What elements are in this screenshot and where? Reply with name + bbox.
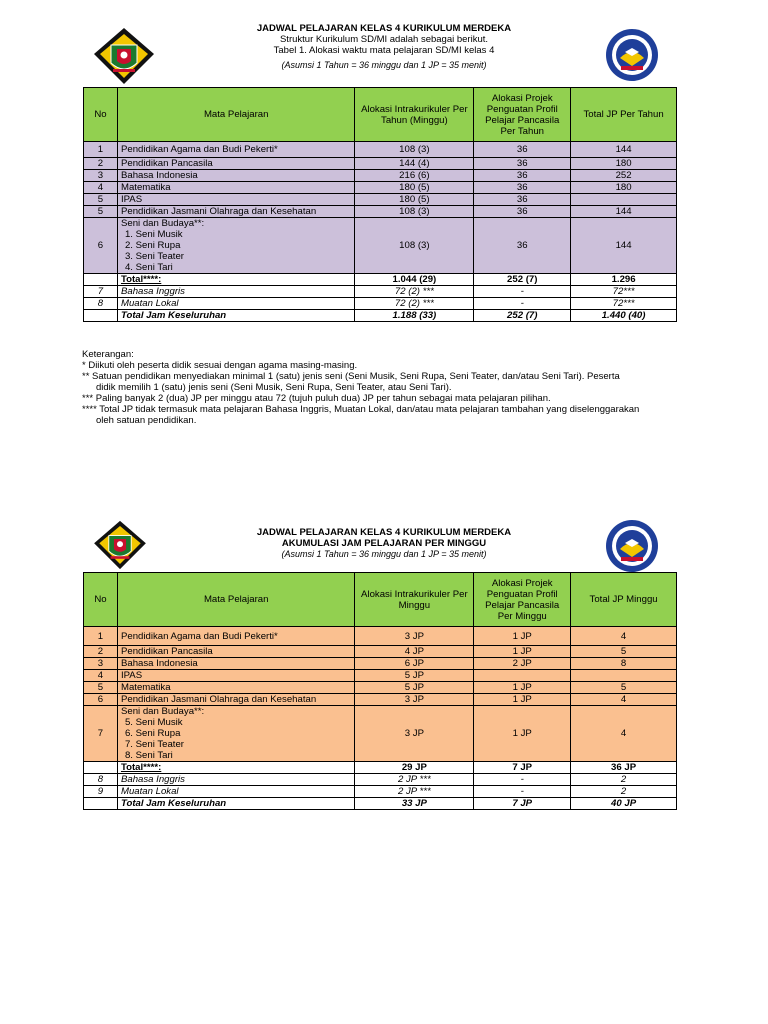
table-row	[84, 694, 677, 706]
table-header-row	[84, 573, 677, 627]
cell-subject: Total****:	[117, 762, 355, 774]
cell-total	[571, 670, 677, 682]
cell-intra: 3 JP	[355, 694, 474, 706]
cell-intra: 5 JP	[355, 670, 474, 682]
subtitle-1: Struktur Kurikulum SD/MI adalah sebagai berikut.	[279, 34, 489, 45]
cell-total: 72***	[571, 286, 677, 298]
cell-projek: -	[474, 298, 571, 310]
cell-subject: Pendidikan Jasmani Olahraga dan Kesehatan	[117, 694, 355, 706]
cell-projek: 2 JP	[474, 658, 571, 670]
school-emblem-logo	[605, 28, 659, 82]
cell-intra: 3 JP	[355, 706, 474, 762]
cell-no: 9	[84, 786, 118, 798]
cell-subject: IPAS	[117, 670, 355, 682]
arts-list	[121, 717, 352, 761]
subtitle-2: AKUMULASI JAM PELAJARAN PER MINGGU	[281, 538, 487, 549]
arts-item	[125, 739, 352, 750]
cell-subject: Total Jam Keseluruhan	[117, 798, 355, 810]
arts-label: Seni dan Budaya**:	[120, 218, 205, 229]
cell-no	[84, 310, 118, 322]
cell-total: 72***	[571, 298, 677, 310]
cell-total: 2	[571, 786, 677, 798]
arts-item-number: 1.	[124, 229, 133, 240]
cell-intra: 2 JP ***	[355, 774, 474, 786]
cell-projek: 1 JP	[474, 682, 571, 694]
cell-projek: 36	[474, 182, 571, 194]
table-row-optional	[84, 786, 677, 798]
cell-no: 4	[84, 182, 118, 194]
cell-total: 1.296	[571, 274, 677, 286]
assumption-2: (Asumsi 1 Tahun = 36 minggu dan 1 JP = 35 menit)	[281, 549, 487, 559]
table-row	[84, 158, 677, 170]
table-row-grand-total	[84, 798, 677, 810]
cell-subject: Bahasa Inggris	[117, 286, 355, 298]
cell-subject: Pendidikan Pancasila	[117, 646, 355, 658]
cell-no: 1	[84, 142, 118, 158]
cell-subject: Bahasa Indonesia	[117, 658, 355, 670]
cell-intra: 3 JP	[355, 627, 474, 646]
cell-total	[571, 194, 677, 206]
cell-subject: Matematika	[117, 182, 355, 194]
cell-subject	[117, 218, 355, 274]
cell-intra: 33 JP	[355, 798, 474, 810]
cell-no: 7	[84, 706, 118, 762]
arts-item-label: Seni Rupa	[135, 728, 181, 739]
arts-item-number: 6.	[124, 728, 133, 739]
cell-total: 40 JP	[571, 798, 677, 810]
cell-total: 1.440 (40)	[571, 310, 677, 322]
header-subject: Mata Pelajaran	[117, 573, 355, 627]
table-annual-allocation	[83, 87, 677, 322]
table-row-total	[84, 762, 677, 774]
cell-projek: -	[474, 786, 571, 798]
cell-projek: 36	[474, 194, 571, 206]
header-intra: Alokasi Intrakurikuler Per Tahun (Minggu)	[355, 88, 474, 142]
cell-intra: 108 (3)	[355, 142, 474, 158]
cell-subject: Pendidikan Jasmani Olahraga dan Kesehatan	[117, 206, 355, 218]
cell-intra: 1.188 (33)	[355, 310, 474, 322]
cell-intra: 72 (2) ***	[355, 286, 474, 298]
cell-projek: 7 JP	[474, 762, 571, 774]
cell-subject: Muatan Lokal	[117, 298, 355, 310]
cell-intra: 108 (3)	[355, 206, 474, 218]
cell-no: 2	[84, 646, 118, 658]
cell-projek: -	[474, 774, 571, 786]
table-row	[84, 682, 677, 694]
cell-projek: 1 JP	[474, 627, 571, 646]
cell-no: 5	[84, 194, 118, 206]
regency-crest-logo	[93, 27, 155, 85]
table-row	[84, 627, 677, 646]
arts-item-label: Seni Teater	[135, 251, 184, 262]
cell-total: 4	[571, 706, 677, 762]
notes-heading: Keterangan:	[82, 349, 134, 360]
table-weekly-allocation	[83, 572, 677, 810]
cell-no: 6	[84, 218, 118, 274]
cell-projek: 36	[474, 218, 571, 274]
cell-total: 8	[571, 658, 677, 670]
cell-no: 7	[84, 286, 118, 298]
table-row	[84, 670, 677, 682]
cell-intra: 180 (5)	[355, 194, 474, 206]
table-row	[84, 194, 677, 206]
arts-item	[125, 262, 352, 273]
cell-intra: 2 JP ***	[355, 786, 474, 798]
table-row	[84, 182, 677, 194]
cell-no: 4	[84, 670, 118, 682]
cell-total: 144	[571, 218, 677, 274]
cell-no	[84, 274, 118, 286]
table-row-arts	[84, 706, 677, 762]
cell-total: 2	[571, 774, 677, 786]
header-total: Total JP Per Tahun	[571, 88, 677, 142]
arts-list	[121, 229, 352, 273]
arts-item-number: 5.	[124, 717, 133, 728]
table-row	[84, 142, 677, 158]
cell-intra: 6 JP	[355, 658, 474, 670]
cell-projek: 36	[474, 142, 571, 158]
cell-intra: 72 (2) ***	[355, 298, 474, 310]
header-intra: Alokasi Intrakurikuler Per Minggu	[355, 573, 474, 627]
cell-total: 4	[571, 694, 677, 706]
table-row-optional	[84, 298, 677, 310]
arts-item-number: 3.	[124, 251, 133, 262]
table-row-optional	[84, 286, 677, 298]
arts-item	[125, 750, 352, 761]
cell-intra: 180 (5)	[355, 182, 474, 194]
cell-total: 252	[571, 170, 677, 182]
cell-projek: 1 JP	[474, 706, 571, 762]
cell-no: 6	[84, 694, 118, 706]
arts-item-label: Seni Teater	[135, 739, 184, 750]
arts-item	[125, 240, 352, 251]
cell-total: 144	[571, 206, 677, 218]
cell-no: 3	[84, 658, 118, 670]
cell-total: 180	[571, 158, 677, 170]
cell-no: 1	[84, 627, 118, 646]
cell-subject: IPAS	[117, 194, 355, 206]
cell-intra: 1.044 (29)	[355, 274, 474, 286]
cell-projek: 252 (7)	[474, 310, 571, 322]
cell-projek: 36	[474, 170, 571, 182]
cell-projek: 1 JP	[474, 694, 571, 706]
cell-subject: Pendidikan Agama dan Budi Pekerti*	[117, 142, 355, 158]
arts-item	[125, 229, 352, 240]
notes	[82, 349, 682, 426]
cell-total: 36 JP	[571, 762, 677, 774]
cell-projek: 7 JP	[474, 798, 571, 810]
note-3: *** Paling banyak 2 (dua) JP per minggu atau 72 (tujuh puluh dua) JP per tahun sebagai mata pelajaran pilihan.	[82, 393, 551, 404]
cell-projek	[474, 670, 571, 682]
arts-item-label: Seni Rupa	[135, 240, 181, 251]
cell-subject: Total Jam Keseluruhan	[117, 310, 355, 322]
cell-projek: 36	[474, 206, 571, 218]
header-subject: Mata Pelajaran	[117, 88, 355, 142]
cell-subject: Muatan Lokal	[117, 786, 355, 798]
cell-intra: 108 (3)	[355, 218, 474, 274]
note-2-cont: didik memilih 1 (satu) jenis seni (Seni Musik, Seni Rupa, Seni Teater, atau Seni Tari).	[96, 382, 452, 393]
cell-projek: 1 JP	[474, 646, 571, 658]
cell-intra: 216 (6)	[355, 170, 474, 182]
cell-subject: Bahasa Inggris	[117, 774, 355, 786]
note-2: ** Satuan pendidikan menyediakan minimal 1 (satu) jenis seni (Seni Musik, Seni Rupa, Seni Teater, dan/atau Seni Tari). Peserta	[82, 371, 620, 382]
arts-item-number: 7.	[124, 739, 133, 750]
cell-subject: Pendidikan Agama dan Budi Pekerti*	[117, 627, 355, 646]
arts-item-label: Seni Musik	[135, 229, 183, 240]
table-header-row	[84, 88, 677, 142]
table-row-grand-total	[84, 310, 677, 322]
cell-subject: Total****:	[117, 274, 355, 286]
cell-intra: 29 JP	[355, 762, 474, 774]
school-emblem-logo	[605, 519, 659, 573]
header-projek: Alokasi Projek Penguatan Profil Pelajar Pancasila Per Tahun	[474, 88, 571, 142]
cell-no: 5	[84, 206, 118, 218]
cell-projek: 252 (7)	[474, 274, 571, 286]
cell-no	[84, 798, 118, 810]
table-row-arts	[84, 218, 677, 274]
cell-subject: Matematika	[117, 682, 355, 694]
title-1: JADWAL PELAJARAN KELAS 4 KURIKULUM MERDEKA	[256, 23, 512, 34]
arts-item	[125, 251, 352, 262]
cell-total: 4	[571, 627, 677, 646]
cell-intra: 4 JP	[355, 646, 474, 658]
cell-total: 5	[571, 646, 677, 658]
arts-item-number: 4.	[124, 262, 133, 273]
cell-no	[84, 762, 118, 774]
arts-item	[125, 728, 352, 739]
cell-projek: 36	[474, 158, 571, 170]
note-1: * Diikuti oleh peserta didik sesuai dengan agama masing-masing.	[82, 360, 358, 371]
assumption-1: (Asumsi 1 Tahun = 36 minggu dan 1 JP = 35 menit)	[281, 60, 487, 70]
arts-item-number: 8.	[124, 750, 133, 761]
table-row	[84, 170, 677, 182]
header-no: No	[84, 573, 118, 627]
cell-projek: -	[474, 286, 571, 298]
cell-subject	[117, 706, 355, 762]
cell-intra: 5 JP	[355, 682, 474, 694]
table-row-optional	[84, 774, 677, 786]
arts-item-label: Seni Musik	[135, 717, 183, 728]
table-row-total	[84, 274, 677, 286]
note-4: **** Total JP tidak termasuk mata pelajaran Bahasa Inggris, Muatan Lokal, dan/atau mata pelajaran tambahan yang diselenggarakan	[82, 404, 640, 415]
table-row	[84, 206, 677, 218]
cell-total: 5	[571, 682, 677, 694]
arts-item-label: Seni Tari	[135, 262, 173, 273]
arts-item-label: Seni Tari	[135, 750, 173, 761]
cell-no: 8	[84, 774, 118, 786]
cell-no: 5	[84, 682, 118, 694]
cell-total: 144	[571, 142, 677, 158]
cell-no: 2	[84, 158, 118, 170]
table-row	[84, 658, 677, 670]
header-total: Total JP Minggu	[571, 573, 677, 627]
arts-item-number: 2.	[124, 240, 133, 251]
table-row	[84, 646, 677, 658]
header-projek: Alokasi Projek Penguatan Profil Pelajar Pancasila Per Minggu	[474, 573, 571, 627]
cell-subject: Bahasa Indonesia	[117, 170, 355, 182]
cell-total: 180	[571, 182, 677, 194]
arts-label: Seni dan Budaya**:	[120, 706, 205, 717]
cell-no: 8	[84, 298, 118, 310]
header-no: No	[84, 88, 118, 142]
title-2: JADWAL PELAJARAN KELAS 4 KURIKULUM MERDEKA	[256, 527, 512, 538]
regency-crest-logo	[93, 520, 147, 570]
table-caption-1: Tabel 1. Alokasi waktu mata pelajaran SD/MI kelas 4	[273, 45, 495, 56]
note-4-cont: oleh satuan pendidikan.	[96, 415, 197, 426]
cell-no: 3	[84, 170, 118, 182]
arts-item	[125, 717, 352, 728]
cell-intra: 144 (4)	[355, 158, 474, 170]
cell-subject: Pendidikan Pancasila	[117, 158, 355, 170]
